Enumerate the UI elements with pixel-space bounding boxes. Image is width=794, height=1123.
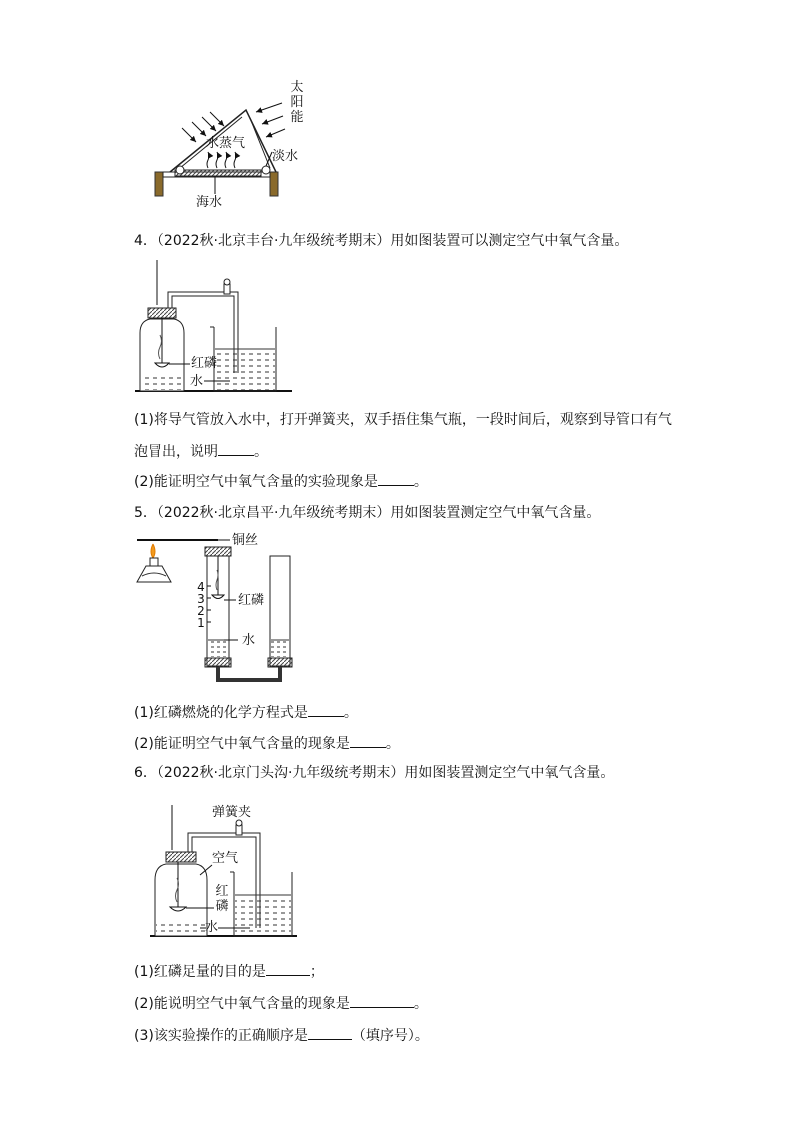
q4-red-p-label: 红磷 [191,356,218,371]
q4-sub2-end: 。 [413,474,428,490]
q4-sub1-blank[interactable] [218,441,254,456]
scale-mark: 1 [197,616,205,630]
q6-sub1-text: (1)红磷足量的目的是 [134,964,266,980]
sun-label-char: 阳 [290,95,304,110]
q4-sub1-line-a: (1)将导气管放入水中，打开弹簧夹，双手捂住集气瓶，一段时间后，观察到导管口有气 [134,412,672,428]
q6-sub1-end: ； [309,964,324,980]
q5-sub1-text: (1)红磷燃烧的化学方程式是 [134,705,308,721]
q4-water-label: 水 [190,374,204,389]
q4-stem: 4．（2022秋·北京丰台·九年级统考期末）用如图装置可以测定空气中氧气含量。 [134,233,629,249]
q6-sub3-end: （填序号）。 [351,1028,429,1044]
q5-sub2-text: (2)能证明空气中氧气含量的现象是 [134,736,350,752]
red-p-char: 红 [215,884,229,899]
q4-sub2-text: (2)能证明空气中氧气含量的实验现象是 [134,474,378,490]
q6-sub2-end: 。 [413,996,428,1012]
q4-sub2-line [134,471,428,492]
q5-sub2-line [134,733,400,754]
vapor-label: 水蒸气 [206,136,246,151]
q6-sub3-line [134,1025,429,1046]
scale-mark: 2 [197,604,205,618]
q6-sub1-line [134,961,324,982]
q6-sub2-line [134,993,428,1014]
q5-copper-label: 铜丝 [232,533,259,548]
q6-sub2-text: (2)能说明空气中氧气含量的现象是 [134,996,350,1012]
fresh-water-label: 淡水 [272,149,299,164]
solar-still-drawing [0,0,794,230]
q6-stem: 6．（2022秋·北京门头沟·九年级统考期末）用如图装置测定空气中氧气含量。 [134,765,615,781]
sun-label-char: 太 [290,80,304,95]
q6-clamp-label: 弹簧夹 [212,805,252,820]
q5-apparatus-drawing [0,530,794,690]
q5-stem: 5．（2022秋·北京昌平·九年级统考期末）用如图装置测定空气中氧气含量。 [134,505,601,521]
q5-sub1-blank[interactable] [308,702,344,717]
q6-air-label: 空气 [212,851,239,866]
scale-mark: 4 [197,580,205,594]
q4-sub2-blank[interactable] [378,471,414,486]
q5-water-label: 水 [242,633,256,648]
q6-sub1-blank[interactable] [266,961,310,976]
q6-apparatus-drawing [0,790,794,950]
q6-sub2-blank[interactable] [350,993,414,1008]
q6-sub3-blank[interactable] [308,1025,352,1040]
scale-mark: 3 [197,592,205,606]
q4-sub1-end: 。 [254,444,268,460]
q6-red-p-label [215,884,229,914]
q5-sub1-line [134,702,358,723]
red-p-char: 磷 [215,899,229,914]
q5-sub2-blank[interactable] [350,733,386,748]
sun-label [290,80,304,125]
q5-sub1-end: 。 [343,705,358,721]
sun-label-char: 能 [290,110,304,125]
q4-sub1-line-b [134,441,268,462]
q4-sub1-text: 泡冒出，说明 [134,444,218,460]
sea-water-label: 海水 [196,195,223,210]
q4-apparatus-drawing [0,255,794,395]
q5-red-p-label: 红磷 [238,593,265,608]
q5-sub2-end: 。 [385,736,400,752]
q6-water-label: 水 [205,920,219,935]
q5-scale-labels [194,581,208,629]
q6-sub3-text: (3)该实验操作的正确顺序是 [134,1028,308,1044]
